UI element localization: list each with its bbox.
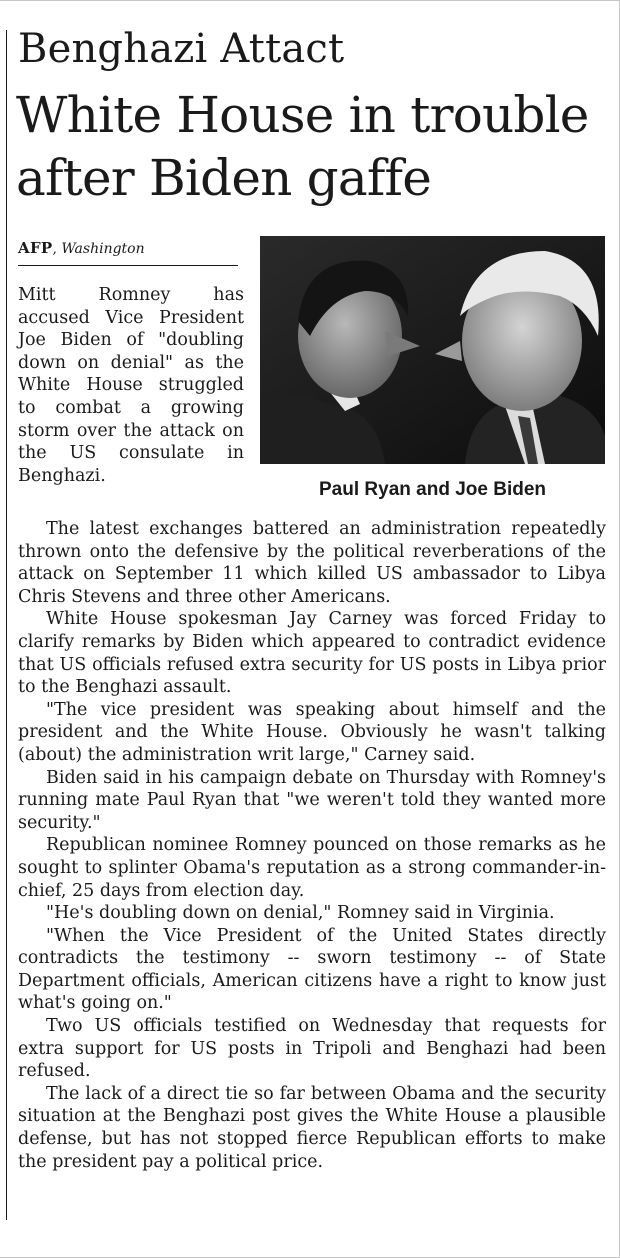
body-paragraph: The latest exchanges battered an administration repeatedly thrown onto the defensive by the political reverberations of the attack on September 11 which killed US ambassador to Libya Chris Stevens and three other Americans. [18, 519, 606, 607]
body-paragraph: "He's doubling down on denial," Romney said in Virginia. [46, 903, 555, 924]
column-rule [6, 30, 7, 1220]
photo-caption: Paul Ryan and Joe Biden [319, 479, 546, 500]
news-photo [260, 236, 605, 464]
headline [16, 84, 589, 210]
photo-illustration [260, 236, 605, 464]
byline-agency: AFP [18, 239, 53, 257]
byline-location: Washington [61, 241, 145, 257]
body-paragraph: "When the Vice President of the United States directly contradicts the testimony -- sworn testimony -- of State Department officials, American citizens have a right to know just what's going on." [18, 925, 606, 1014]
body-paragraph: Two US officials testified on Wednesday that requests for extra support for US posts in Tripoli and Benghazi had been refused. [18, 1016, 606, 1082]
headline-line-1: White House in trouble [16, 86, 589, 144]
top-border [0, 0, 620, 1]
body-paragraph: "The vice president was speaking about himself and the president and the White House. Obviously he wasn't talking (about) the administration writ large," Carney said. [18, 699, 606, 765]
article-body [18, 518, 606, 1173]
byline-separator: , [52, 241, 62, 257]
headline-line-2: after Biden gaffe [16, 149, 432, 207]
kicker: Benghazi Attact [18, 26, 345, 72]
body-paragraph: White House spokesman Jay Carney was forced Friday to clarify remarks by Biden which appeared to contradict evidence that US officials refused extra security for US posts in Libya prior to the Benghazi assault. [18, 609, 606, 698]
lede-paragraph: Mitt Romney has accused Vice President Joe Biden of "doubling down on denial" as the White House struggled to combat a growing storm over the attack on the US consulate in Benghazi. [18, 285, 244, 486]
body-paragraph: The lack of a direct tie so far between Obama and the security situation at the Benghazi post gives the White House a plausible defense, but has not stopped fierce Republican efforts to make the president pay a political price. [18, 1083, 606, 1172]
body-paragraph: Biden said in his campaign debate on Thursday with Romney's running mate Paul Ryan that "we weren't told they wanted more security." [18, 767, 606, 833]
body-paragraph: Republican nominee Romney pounced on those remarks as he sought to splinter Obama's reputation as a strong commander-in-chief, 25 days from election day. [18, 835, 606, 901]
byline [18, 238, 238, 266]
